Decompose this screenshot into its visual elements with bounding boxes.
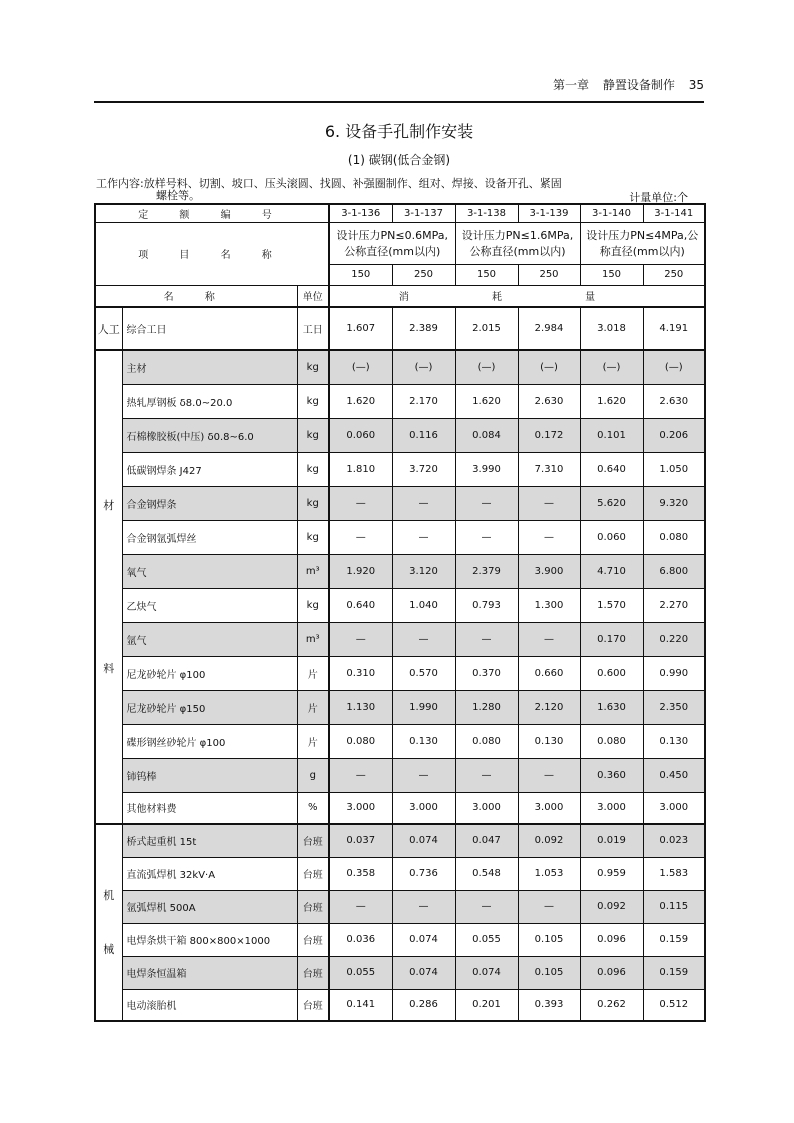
value-cell: —: [518, 622, 580, 656]
diameter-cell: 150: [455, 264, 518, 285]
value-cell: —: [392, 486, 455, 520]
code-cell: 3-1-141: [643, 204, 705, 222]
value-cell: (—): [455, 350, 518, 384]
value-cell: 0.570: [392, 656, 455, 690]
value-cell: 1.053: [518, 857, 580, 890]
value-cell: 6.800: [643, 554, 705, 588]
item-name-cell: 综合工日: [122, 307, 297, 350]
value-cell: 0.055: [329, 956, 392, 989]
table-row: [95, 350, 705, 384]
item-name-cell: 铈钨棒: [122, 758, 297, 792]
table-row: [95, 384, 705, 418]
chapter-label: 第一章: [553, 78, 590, 92]
unit-cell: %: [297, 792, 329, 824]
value-cell: 1.620: [455, 384, 518, 418]
column-header-row: [95, 285, 705, 307]
value-cell: 5.620: [580, 486, 643, 520]
group-cell: 设计压力PN≤1.6MPa,公称直径(mm以内): [455, 222, 580, 264]
table-row: [95, 923, 705, 956]
value-cell: 0.074: [455, 956, 518, 989]
value-cell: 0.220: [643, 622, 705, 656]
value-cell: 0.116: [392, 418, 455, 452]
table-row: [95, 656, 705, 690]
page-number: 35: [688, 78, 704, 92]
unit-cell: g: [297, 758, 329, 792]
value-cell: (—): [329, 350, 392, 384]
value-cell: 2.389: [392, 307, 455, 350]
value-cell: 3.000: [455, 792, 518, 824]
unit-cell: kg: [297, 486, 329, 520]
unit-cell: 台班: [297, 956, 329, 989]
value-cell: 0.037: [329, 824, 392, 857]
item-name-cell: 低碳钢焊条 J427: [122, 452, 297, 486]
value-cell: 1.920: [329, 554, 392, 588]
value-cell: 3.000: [329, 792, 392, 824]
code-cell: 3-1-137: [392, 204, 455, 222]
unit-cell: kg: [297, 384, 329, 418]
table-row: [95, 486, 705, 520]
item-name-cell: 尼龙砂轮片 φ100: [122, 656, 297, 690]
value-cell: —: [329, 890, 392, 923]
work-content: [96, 178, 636, 202]
quota-table-body: [95, 204, 705, 1021]
item-name-cell: 氧气: [122, 554, 297, 588]
value-cell: 0.092: [580, 890, 643, 923]
unit-cell: m³: [297, 554, 329, 588]
unit-cell: m³: [297, 622, 329, 656]
value-cell: 3.120: [392, 554, 455, 588]
value-cell: —: [329, 758, 392, 792]
diameter-cell: 150: [580, 264, 643, 285]
value-cell: 0.640: [580, 452, 643, 486]
unit-cell: 台班: [297, 890, 329, 923]
item-name-cell: 电焊条恒温箱: [122, 956, 297, 989]
value-cell: —: [455, 622, 518, 656]
value-cell: 1.620: [329, 384, 392, 418]
table-row: [95, 857, 705, 890]
diameter-cell: 250: [643, 264, 705, 285]
value-cell: (—): [643, 350, 705, 384]
category-cell: 人工: [95, 307, 122, 350]
value-cell: 1.810: [329, 452, 392, 486]
page-subtitle: (1) 碳钢(低合金钢): [347, 153, 451, 167]
value-cell: 0.793: [455, 588, 518, 622]
group-cell: 设计压力PN≤4MPa,公称直径(mm以内): [580, 222, 705, 264]
unit-cell: 台班: [297, 824, 329, 857]
value-cell: 0.080: [455, 724, 518, 758]
value-cell: 0.055: [455, 923, 518, 956]
item-name-cell: 合金钢焊条: [122, 486, 297, 520]
value-cell: 2.984: [518, 307, 580, 350]
value-cell: —: [392, 520, 455, 554]
value-cell: 2.630: [643, 384, 705, 418]
code-cell: 3-1-140: [580, 204, 643, 222]
table-row: [95, 307, 705, 350]
diameter-cell: 250: [392, 264, 455, 285]
value-cell: 0.262: [580, 989, 643, 1021]
value-cell: —: [518, 758, 580, 792]
table-row: [95, 690, 705, 724]
value-cell: 3.000: [392, 792, 455, 824]
unit-cell: 台班: [297, 923, 329, 956]
diameter-cell: 150: [329, 264, 392, 285]
group-cell: 设计压力PN≤0.6MPa,公称直径(mm以内): [329, 222, 455, 264]
value-cell: 0.640: [329, 588, 392, 622]
value-cell: 0.159: [643, 923, 705, 956]
value-cell: 0.047: [455, 824, 518, 857]
unit-label: 计量单位:个: [629, 191, 688, 204]
value-cell: 0.105: [518, 923, 580, 956]
item-name-cell: 其他材料费: [122, 792, 297, 824]
value-cell: 2.379: [455, 554, 518, 588]
value-cell: 1.570: [580, 588, 643, 622]
group-row: [95, 222, 705, 264]
consumption-header: 消 耗 量: [329, 285, 705, 307]
value-cell: 0.130: [392, 724, 455, 758]
value-cell: 3.000: [518, 792, 580, 824]
table-row: [95, 724, 705, 758]
value-cell: 1.990: [392, 690, 455, 724]
value-cell: 0.074: [392, 824, 455, 857]
value-cell: 0.512: [643, 989, 705, 1021]
name-header: 名 称: [95, 285, 297, 307]
value-cell: 0.159: [643, 956, 705, 989]
value-cell: 0.201: [455, 989, 518, 1021]
code-row: [95, 204, 705, 222]
value-cell: 0.370: [455, 656, 518, 690]
value-cell: 1.630: [580, 690, 643, 724]
quota-table: [94, 203, 706, 1022]
table-row: [95, 520, 705, 554]
table-row: [95, 956, 705, 989]
value-cell: 0.310: [329, 656, 392, 690]
value-cell: 0.600: [580, 656, 643, 690]
table-row: [95, 792, 705, 824]
value-cell: 0.092: [518, 824, 580, 857]
value-cell: 3.018: [580, 307, 643, 350]
value-cell: 7.310: [518, 452, 580, 486]
value-cell: —: [392, 890, 455, 923]
value-cell: —: [329, 622, 392, 656]
unit-cell: 工日: [297, 307, 329, 350]
value-cell: 0.360: [580, 758, 643, 792]
unit-cell: kg: [297, 520, 329, 554]
value-cell: 3.000: [643, 792, 705, 824]
value-cell: —: [455, 520, 518, 554]
section-label: 静置设备制作: [602, 78, 675, 92]
value-cell: 0.074: [392, 923, 455, 956]
value-cell: 0.736: [392, 857, 455, 890]
work-content-line1: 放样号料、切割、坡口、压头滚圆、找圆、补强圈制作、组对、焊接、设备开孔、紧固: [143, 177, 562, 190]
work-content-label: 工作内容:: [96, 177, 144, 190]
code-cell: 3-1-139: [518, 204, 580, 222]
table-row: [95, 588, 705, 622]
unit-cell: kg: [297, 452, 329, 486]
value-cell: 0.023: [643, 824, 705, 857]
value-cell: 0.548: [455, 857, 518, 890]
value-cell: 0.096: [580, 956, 643, 989]
item-name-cell: 氩弧焊机 500A: [122, 890, 297, 923]
value-cell: 0.096: [580, 923, 643, 956]
value-cell: 0.060: [580, 520, 643, 554]
unit-cell: kg: [297, 418, 329, 452]
value-cell: 1.300: [518, 588, 580, 622]
value-cell: 2.120: [518, 690, 580, 724]
unit-cell: kg: [297, 350, 329, 384]
value-cell: 0.074: [392, 956, 455, 989]
item-name-cell: 直流弧焊机 32kV·A: [122, 857, 297, 890]
table-row: [95, 554, 705, 588]
value-cell: —: [455, 758, 518, 792]
value-cell: (—): [580, 350, 643, 384]
value-cell: 0.660: [518, 656, 580, 690]
value-cell: 0.358: [329, 857, 392, 890]
unit-header: 单位: [297, 285, 329, 307]
value-cell: —: [455, 486, 518, 520]
value-cell: 3.990: [455, 452, 518, 486]
table-row: [95, 890, 705, 923]
value-cell: 0.206: [643, 418, 705, 452]
item-name-cell: 电焊条烘干箱 800×800×1000: [122, 923, 297, 956]
item-name-cell: 热轧厚钢板 δ8.0~20.0: [122, 384, 297, 418]
value-cell: 0.130: [643, 724, 705, 758]
value-cell: (—): [518, 350, 580, 384]
value-cell: 0.115: [643, 890, 705, 923]
unit-cell: 片: [297, 690, 329, 724]
value-cell: 1.583: [643, 857, 705, 890]
item-name-cell: 氩气: [122, 622, 297, 656]
value-cell: 1.040: [392, 588, 455, 622]
value-cell: —: [392, 622, 455, 656]
item-name-cell: 石棉橡胶板(中压) δ0.8~6.0: [122, 418, 297, 452]
unit-cell: 台班: [297, 989, 329, 1021]
code-cell: 3-1-136: [329, 204, 392, 222]
value-cell: 3.000: [580, 792, 643, 824]
value-cell: —: [329, 486, 392, 520]
unit-cell: 台班: [297, 857, 329, 890]
value-cell: 4.710: [580, 554, 643, 588]
value-cell: 1.130: [329, 690, 392, 724]
table-row: [95, 989, 705, 1021]
value-cell: 0.990: [643, 656, 705, 690]
value-cell: 1.620: [580, 384, 643, 418]
page-header: [94, 76, 704, 96]
value-cell: 3.900: [518, 554, 580, 588]
value-cell: 0.170: [580, 622, 643, 656]
diameter-cell: 250: [518, 264, 580, 285]
table-row: [95, 452, 705, 486]
value-cell: 0.080: [643, 520, 705, 554]
table-row: [95, 418, 705, 452]
value-cell: 0.959: [580, 857, 643, 890]
value-cell: —: [518, 486, 580, 520]
value-cell: 1.280: [455, 690, 518, 724]
item-name-cell: 主材: [122, 350, 297, 384]
value-cell: 1.607: [329, 307, 392, 350]
value-cell: 0.101: [580, 418, 643, 452]
item-name-cell: 乙炔气: [122, 588, 297, 622]
value-cell: —: [455, 890, 518, 923]
value-cell: 0.172: [518, 418, 580, 452]
category-cell: 机 械: [95, 824, 122, 1021]
item-name-cell: 电动滚胎机: [122, 989, 297, 1021]
unit-cell: kg: [297, 588, 329, 622]
value-cell: 0.450: [643, 758, 705, 792]
unit-cell: 片: [297, 724, 329, 758]
value-cell: 0.036: [329, 923, 392, 956]
value-cell: 0.080: [329, 724, 392, 758]
value-cell: —: [392, 758, 455, 792]
value-cell: 2.630: [518, 384, 580, 418]
value-cell: 2.350: [643, 690, 705, 724]
value-cell: 2.270: [643, 588, 705, 622]
table-row: [95, 622, 705, 656]
value-cell: 1.050: [643, 452, 705, 486]
value-cell: —: [329, 520, 392, 554]
value-cell: 3.720: [392, 452, 455, 486]
value-cell: 2.015: [455, 307, 518, 350]
work-content-line2: 螺栓等。: [156, 189, 200, 202]
code-label: 定 额 编 号: [95, 204, 329, 222]
value-cell: —: [518, 890, 580, 923]
header-rule: [94, 101, 704, 103]
value-cell: 0.393: [518, 989, 580, 1021]
code-cell: 3-1-138: [455, 204, 518, 222]
value-cell: 4.191: [643, 307, 705, 350]
category-cell: 材 料: [95, 350, 122, 824]
page-title: 6. 设备手孔制作安装: [324, 122, 474, 141]
value-cell: 0.080: [580, 724, 643, 758]
value-cell: 9.320: [643, 486, 705, 520]
value-cell: 0.084: [455, 418, 518, 452]
value-cell: —: [518, 520, 580, 554]
value-cell: 0.060: [329, 418, 392, 452]
value-cell: 0.019: [580, 824, 643, 857]
unit-cell: 片: [297, 656, 329, 690]
value-cell: 0.141: [329, 989, 392, 1021]
item-name-cell: 桥式起重机 15t: [122, 824, 297, 857]
item-label: 项 目 名 称: [95, 222, 329, 285]
value-cell: 0.286: [392, 989, 455, 1021]
value-cell: (—): [392, 350, 455, 384]
item-name-cell: 合金钢氩弧焊丝: [122, 520, 297, 554]
value-cell: 0.105: [518, 956, 580, 989]
item-name-cell: 尼龙砂轮片 φ150: [122, 690, 297, 724]
value-cell: 0.130: [518, 724, 580, 758]
table-row: [95, 758, 705, 792]
table-row: [95, 824, 705, 857]
value-cell: 2.170: [392, 384, 455, 418]
item-name-cell: 碟形钢丝砂轮片 φ100: [122, 724, 297, 758]
